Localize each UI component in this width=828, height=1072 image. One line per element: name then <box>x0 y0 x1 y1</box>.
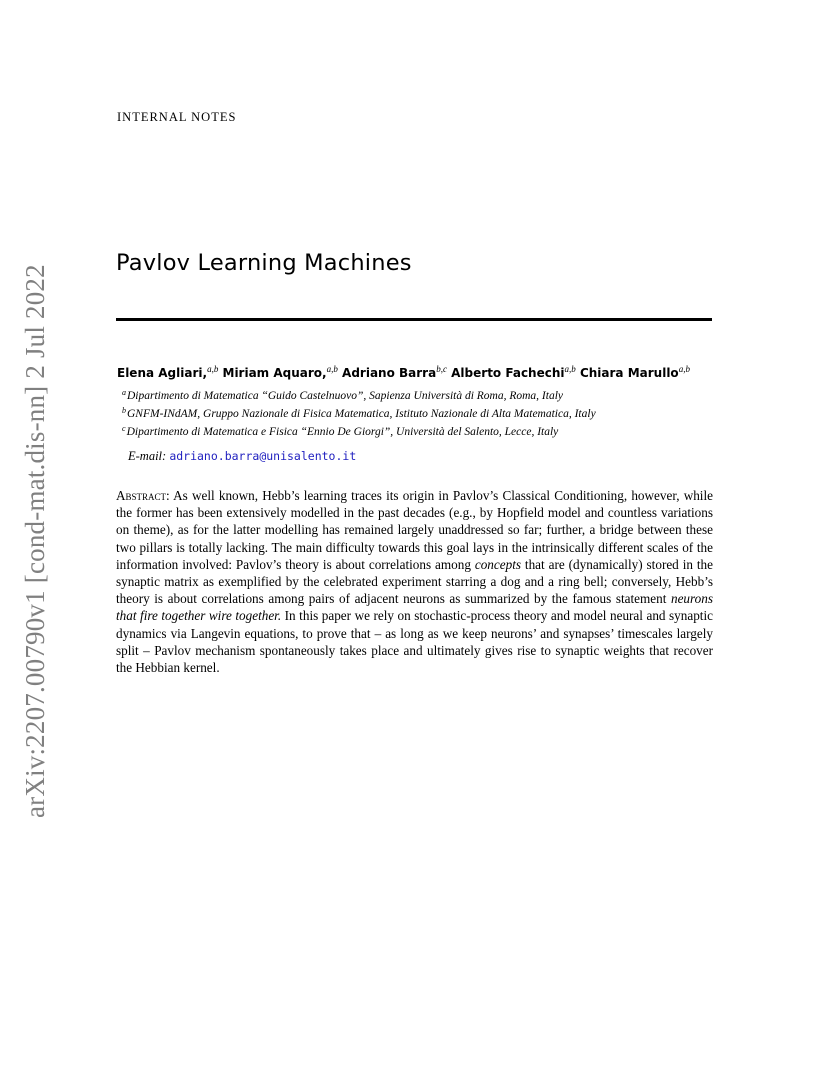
author-name: Adriano Barra <box>342 366 437 380</box>
author-affil-marks: a,b <box>564 364 576 374</box>
abstract-emphasis: concepts <box>474 556 521 572</box>
affiliation-text: Dipartimento di Matematica “Guido Castelnuovo”, Sapienza Università di Roma, Roma, Italy <box>127 390 564 402</box>
affiliation-text: GNFM-INdAM, Gruppo Nazionale di Fisica Matematica, Istituto Nazionale di Alta Matematica, Italy <box>127 408 596 420</box>
author-affil-marks: a,b <box>207 364 219 374</box>
arxiv-side-stamp: arXiv:2207.00790v1 [cond-mat.dis-nn] 2 Jul 2022 <box>20 264 50 818</box>
email-line <box>128 449 356 464</box>
abstract-emphasis: neurons that fire together wire together. <box>116 591 713 624</box>
affiliation-mark: b <box>122 406 126 415</box>
affiliation <box>122 406 596 420</box>
affiliation-mark: c <box>122 424 126 433</box>
abstract <box>116 487 713 676</box>
email-link[interactable]: adriano.barra@unisalento.it <box>169 449 357 463</box>
affiliation-text: Dipartimento di Matematica e Fisica “Ennio De Giorgi”, Università del Salento, Lecce, Italy <box>126 426 559 438</box>
affiliation <box>122 424 558 438</box>
author-name: Chiara Marullo <box>579 366 679 380</box>
section-label: INTERNAL NOTES <box>117 110 237 124</box>
paper-title: Pavlov Learning Machines <box>116 250 412 276</box>
author-name: Elena Agliari, <box>117 366 208 380</box>
author-name: Miriam Aquaro, <box>222 366 327 380</box>
author-affil-marks: a,b <box>326 364 338 374</box>
email-label: E-mail: <box>128 449 167 463</box>
abstract-text: As well known, Hebb’s learning traces its origin in Pavlov’s Classical Conditioning, however, while the former has been extensively modelled in the past decades (e.g., by Hopfield model and countless variations on theme), as for the latter modelling has remained largely unaddressed so far; further, a bridge between these two pillars is totally lacking. The main difficulty towards this goal lays in the intrinsically different scales of the information involved: Pavlov’s theory is about correlations among <box>116 488 713 572</box>
affiliation-mark: a <box>122 388 126 397</box>
affiliation <box>122 388 563 402</box>
author-affil-marks: a,b <box>678 364 690 374</box>
title-rule <box>116 318 712 321</box>
abstract-text: that are (dynamically) stored in the synaptic matrix as exemplified by the celebrated experiment starring a dog and a ring bell; conversely, Hebb’s theory is about correlations among pairs of adjacent neurons as summarized by the famous statement <box>116 556 714 607</box>
abstract-heading: Abstract: <box>116 488 170 503</box>
author-list <box>117 364 690 380</box>
author-name: Alberto Fachechi <box>451 366 565 380</box>
abstract-text: In this paper we rely on stochastic-process theory and model neural and synaptic dynamics via Langevin equations, to prove that – as long as we keep neurons’ and synapses’ timescales largely split – Pavlov mechanism spontaneously takes place and ultimately gives rise to synaptic weights that recover the Hebbian kernel. <box>116 608 713 676</box>
author-affil-marks: b,c <box>436 364 447 374</box>
